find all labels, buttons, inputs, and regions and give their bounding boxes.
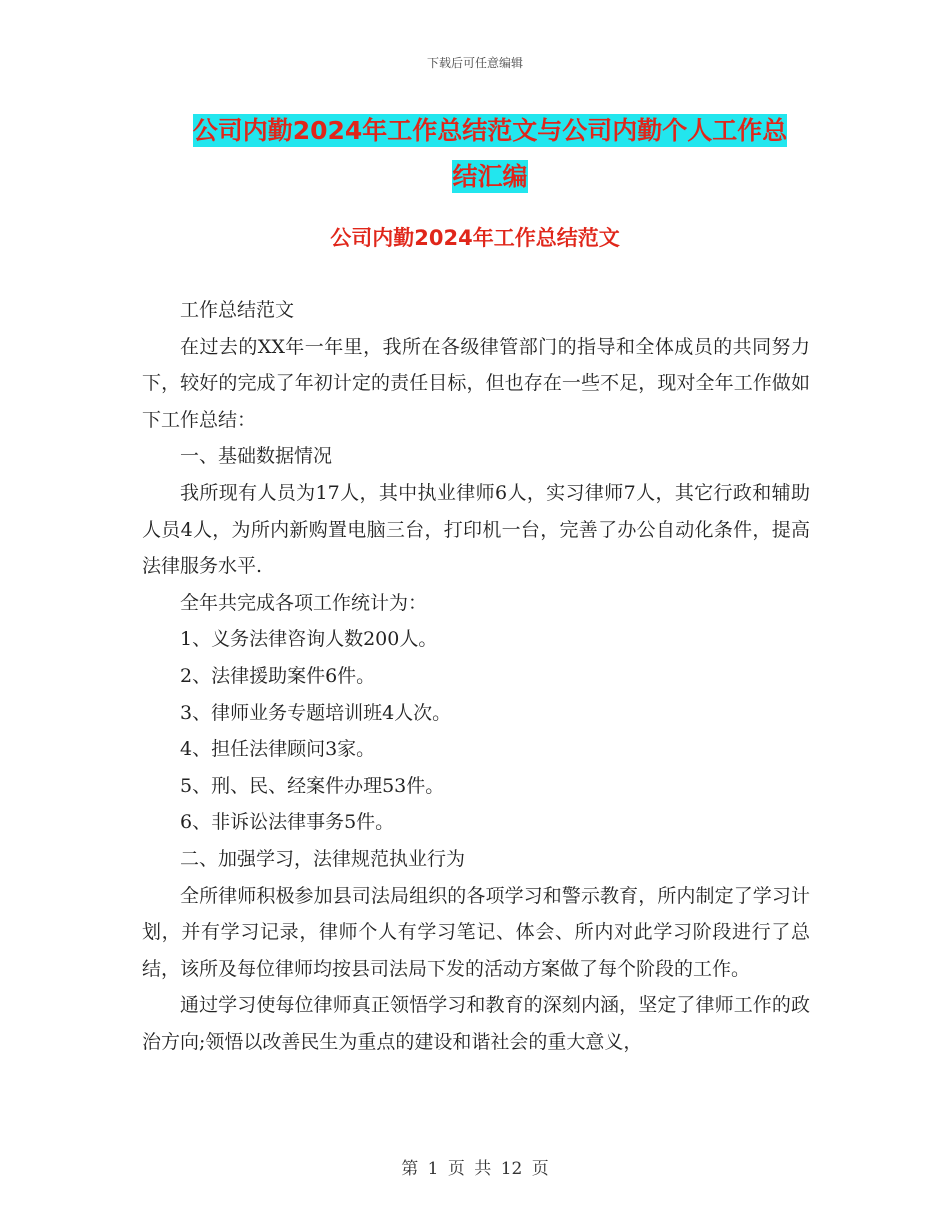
document-title [140,108,840,200]
list-item: 4、担任法律顾问3家。 [180,738,376,761]
list-item: 5、刑、民、经案件办理53件。 [180,774,445,797]
document-body [142,292,810,1060]
paragraph: 全年共完成各项工作统计为： [180,591,428,614]
paragraph: 通过学习使每位律师真正领悟学习和教育的深刻内涵，坚定了律师工作的政治方向;领悟以改善民生为重点的建设和谐社会的重大意义， [142,994,810,1053]
list-item: 3、律师业务专题培训班4人次。 [180,701,452,724]
paragraph: 一、基础数据情况 [180,445,333,468]
paragraph: 全所律师积极参加县司法局组织的各项学习和警示教育，所内制定了学习计划，并有学习记录，律师个人有学习笔记、体会、所内对此学习阶段进行了总结，该所及每位律师均按县司法局下发的活动方案做了每个阶段的工作。 [142,884,810,980]
section-title: 公司内勤2024年工作总结范文 [330,226,620,250]
document-title-line-1: 公司内勤2024年工作总结范文与公司内勤个人工作总 [192,116,788,145]
header-note: 下载后可任意编辑 [426,56,523,70]
document-title-line-2: 结汇编 [452,162,528,191]
list-item: 1、义务法律咨询人数200人。 [180,628,438,651]
paragraph: 二、加强学习，法律规范执业行为 [180,847,466,870]
paragraph: 我所现有人员为17人，其中执业律师6人，实习律师7人，其它行政和辅助人员4人，为所内新购置电脑三台，打印机一台，完善了办公自动化条件，提高法律服务水平. [142,481,810,578]
list-item: 2、法律援助案件6件。 [180,664,376,687]
paragraph: 工作总结范文 [180,299,295,321]
paragraph: 在过去的XX年一年里，我所在各级律管部门的指导和全体成员的共同努力下，较好的完成了年初计定的责任目标，但也存在一些不足，现对全年工作做如下工作总结： [142,335,810,431]
list-item: 6、非诉讼法律事务5件。 [180,811,395,834]
page-number-footer: 第 1 页 共 12 页 [401,1159,549,1179]
